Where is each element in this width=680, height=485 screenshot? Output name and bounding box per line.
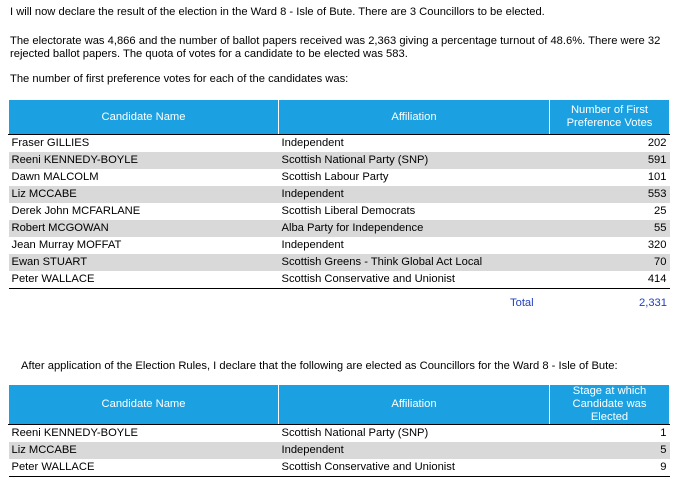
table-row <box>9 459 670 477</box>
candidate-name: Liz MCCABE <box>9 442 279 459</box>
first-preference-table <box>8 99 670 289</box>
candidate-name: Ewan STUART <box>9 254 279 271</box>
column-header-votes: Number of First Preference Votes <box>550 100 670 135</box>
candidate-name: Robert MCGOWAN <box>9 220 279 237</box>
elected-stage: 1 <box>660 427 667 439</box>
first-preference-intro: The number of first preference votes for each of the candidates was: <box>10 73 349 85</box>
vote-count: 591 <box>550 152 670 169</box>
declaration-text: I will now declare the result of the election in the Ward 8 - Isle of Bute. There are 3 Councillors to be elected. <box>10 6 545 18</box>
affiliation: Independent <box>279 442 550 459</box>
elected-stage: 9 <box>550 459 670 477</box>
vote-count: 70 <box>550 254 670 271</box>
candidate-name: Peter WALLACE <box>9 271 279 289</box>
elected-councillors-table <box>8 384 670 477</box>
vote-count: 414 <box>550 271 670 289</box>
affiliation: Scottish Greens - Think Global Act Local <box>279 254 550 271</box>
affiliation: Independent <box>281 239 344 251</box>
table-row <box>9 135 670 153</box>
total-value: 2,331 <box>639 297 667 309</box>
affiliation: Scottish Labour Party <box>281 171 389 183</box>
candidate-name: Peter WALLACE <box>9 459 279 477</box>
vote-count: 202 <box>647 137 667 149</box>
column-header-affiliation: Affiliation <box>279 385 550 425</box>
affiliation: Independent <box>281 137 344 149</box>
table-row <box>9 442 670 459</box>
affiliation: Alba Party for Independence <box>279 220 550 237</box>
table-header-row <box>9 100 670 135</box>
table-header-row <box>9 385 670 425</box>
vote-count: 55 <box>550 220 670 237</box>
vote-count: 101 <box>647 171 667 183</box>
candidate-name: Reeni KENNEDY-BOYLE <box>9 152 279 169</box>
table-row <box>9 203 670 220</box>
table-row <box>9 254 670 271</box>
candidate-name: Reeni KENNEDY-BOYLE <box>11 427 138 439</box>
table-row <box>9 237 670 254</box>
total-label: Total <box>510 297 534 309</box>
elected-stage: 5 <box>550 442 670 459</box>
table-row <box>9 169 670 186</box>
affiliation: Scottish Liberal Democrats <box>281 205 416 217</box>
affiliation: Scottish Conservative and Unionist <box>279 271 550 289</box>
column-header-stage: Stage at which Candidate was Elected <box>550 385 670 425</box>
affiliation: Scottish Conservative and Unionist <box>279 459 550 477</box>
column-header-affiliation: Affiliation <box>279 100 550 135</box>
table-row <box>9 271 670 289</box>
elected-declaration-text: After application of the Election Rules, I declare that the following are elected as Councillors for the Ward 8 - Isle of Bute: <box>21 360 618 372</box>
table-row <box>9 152 670 169</box>
candidate-name: Dawn MALCOLM <box>11 171 99 183</box>
candidate-name: Fraser GILLIES <box>11 137 90 149</box>
vote-count: 320 <box>647 239 667 251</box>
column-header-candidate: Candidate Name <box>9 385 279 425</box>
table-row <box>9 425 670 443</box>
affiliation: Independent <box>279 186 550 203</box>
table-row <box>9 220 670 237</box>
column-header-candidate: Candidate Name <box>9 100 279 135</box>
vote-count: 553 <box>550 186 670 203</box>
table-row <box>9 186 670 203</box>
candidate-name: Derek John MCFARLANE <box>11 205 141 217</box>
vote-count: 25 <box>654 205 667 217</box>
candidate-name: Liz MCCABE <box>9 186 279 203</box>
affiliation: Scottish National Party (SNP) <box>281 427 429 439</box>
affiliation: Scottish National Party (SNP) <box>279 152 550 169</box>
candidate-name: Jean Murray MOFFAT <box>11 239 122 251</box>
electorate-text: The electorate was 4,866 and the number of ballot papers received was 2,363 giving a percentage turnout of 48.6%. There were 32 rejected ballot papers. The quota of votes for a candidate to be elected was 583. <box>10 35 661 60</box>
